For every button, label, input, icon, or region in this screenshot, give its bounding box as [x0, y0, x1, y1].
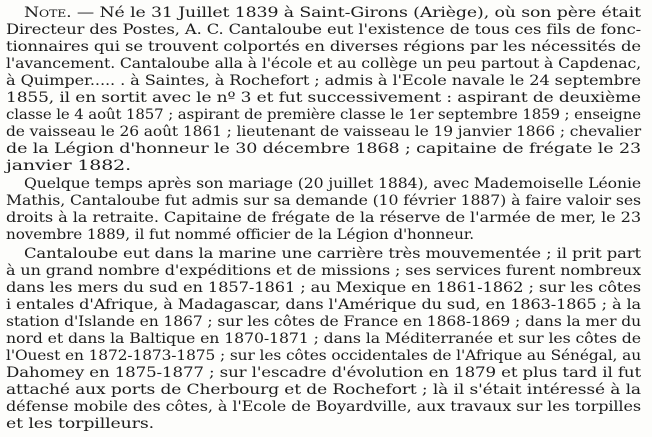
- note-label: Note.: [24, 5, 72, 21]
- text-line: de vaisseau le 26 août 1861 ; lieutenant de vaisseau le 19 janvier 1866 ; chevalier: [6, 124, 642, 140]
- text-line: et les torpilleurs.: [6, 416, 154, 432]
- text-line: classe le 4 août 1857 ; aspirant de première classe le 1er septembre 1859 ; enseigne: [6, 107, 642, 123]
- text-line: 1855, il en sortit avec le nº 3 et fut successivement : aspirant de deuxième: [6, 90, 642, 106]
- text-line: l'Ouest en 1872-1873-1875 ; sur les côtes occidentales de l'Afrique au Sénégal, au: [6, 348, 642, 364]
- text-line: Dahomey en 1875-1877 ; sur l'escadre d'évolution en 1879 et plus tard il fut: [6, 365, 642, 381]
- text-line: nord et dans la Baltique en 1870-1871 ; dans la Méditerranée et sur les côtes de: [6, 331, 641, 347]
- text-line: de la Légion d'honneur le 30 décembre 1868 ; capitaine de frégate le 23: [6, 141, 641, 157]
- text-line: défense mobile des côtes, à l'Ecole de Boyardville, aux travaux sur les torpilles: [6, 399, 641, 415]
- text-line: l'avancement. Cantaloube alla à l'école et au collège un peu partout à Capdenac,: [6, 56, 642, 72]
- text-line-content: — Né le 31 Juillet 1839 à Saint-Girons (Ariège), où son père était: [71, 5, 641, 21]
- text-line: tionnaires qui se trouvent colportés en diverses régions par les nécessités de: [6, 39, 641, 55]
- text-line: Directeur des Postes, A. C. Cantaloube eut l'existence de tous ces fils de fonc-: [6, 22, 641, 38]
- text-line: à un grand nombre d'expéditions et de missions ; ses services furent nombreux: [6, 263, 642, 279]
- text-line: dans les mers du sud en 1857-1861 ; au Mexique en 1861-1862 ; sur les côtes: [6, 280, 641, 296]
- text-line: i entales d'Afrique, à Madagascar, dans l'Amérique du sud, en 1863-1865 ; à la: [6, 297, 641, 313]
- text-line: à Quimper..... . à Saintes, à Rochefort ; admis à l'Ecole navale le 24 septembre: [6, 73, 642, 89]
- text-line: Quelque temps après son mariage (20 juillet 1884), avec Mademoiselle Léonie: [24, 176, 642, 192]
- text-line: Mathis, Cantaloube fut admis sur sa demande (10 février 1887) à faire valoir ses: [6, 193, 641, 209]
- text-line: station d'Islande en 1867 ; sur les côtes de France en 1868-1869 ; dans la mer du: [6, 314, 641, 330]
- text-line: Cantaloube eut dans la marine une carrière très mouvementée ; il prit part: [24, 246, 641, 262]
- text-line: janvier 1882.: [6, 158, 132, 174]
- text-line: attaché aux ports de Cherbourg et de Rochefort ; là il s'était intéressé à la: [6, 382, 641, 398]
- text-line: droits à la retraite. Capitaine de frégate de la réserve de l'armée de mer, le 23: [6, 210, 642, 226]
- text-line: novembre 1889, il fut nommé officier de la Légion d'honneur.: [6, 227, 475, 243]
